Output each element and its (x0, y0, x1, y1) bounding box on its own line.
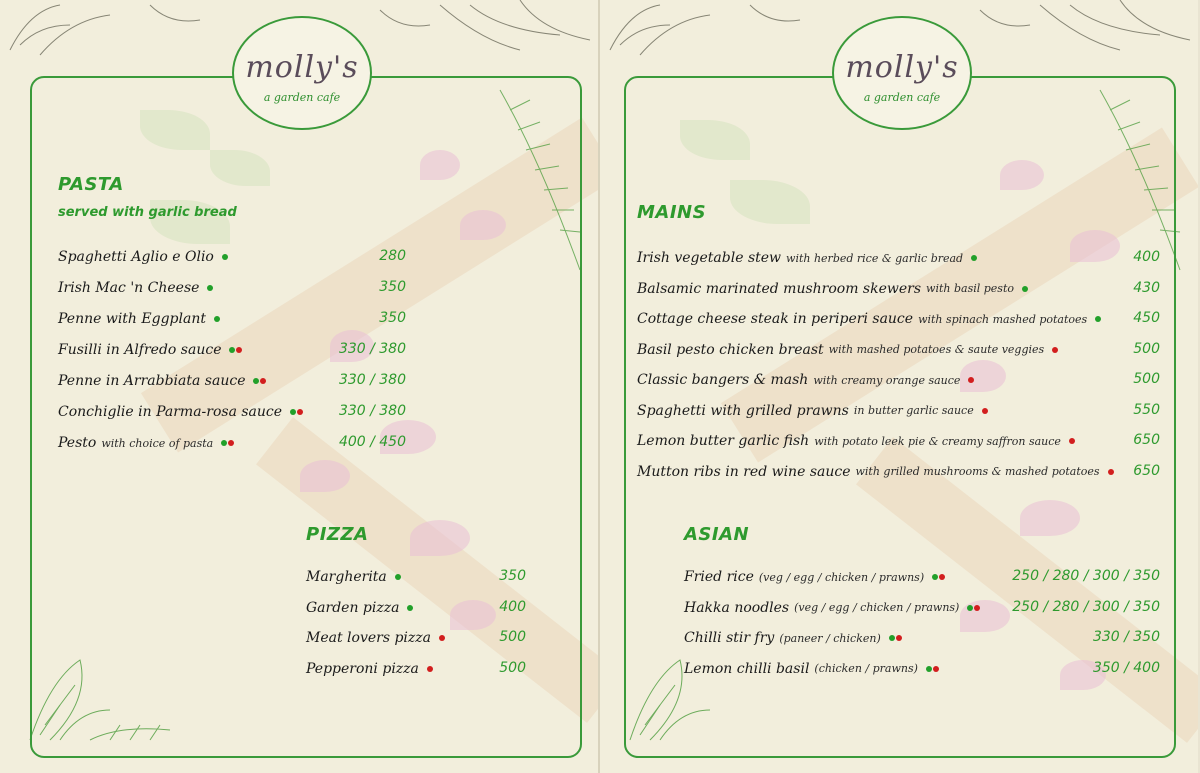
menu-item (684, 658, 939, 680)
diet-markers (926, 666, 939, 672)
menu-item (637, 339, 1058, 361)
nonveg-marker-icon (1069, 438, 1075, 444)
menu-item-price: 500 (1133, 340, 1160, 357)
menu-item-name: Margherita (306, 569, 387, 585)
menu-item-name: Fusilli in Alfredo sauce (58, 342, 222, 358)
cafe-logo (232, 16, 372, 130)
diet-markers (889, 635, 902, 641)
nonveg-marker-icon (974, 605, 980, 611)
veg-marker-icon (889, 635, 895, 641)
section-heading-asian: ASIAN (684, 524, 750, 545)
menu-item-name: Lemon chilli basil (684, 660, 810, 677)
menu-item-description: with spinach mashed potatoes (918, 312, 1088, 326)
nonveg-marker-icon (982, 408, 988, 414)
menu-item (637, 308, 1101, 330)
menu-item-price: 330 / 380 (338, 403, 406, 419)
section-heading-mains: MAINS (637, 202, 707, 223)
menu-item-price: 350 (379, 310, 406, 326)
veg-marker-icon (395, 574, 401, 580)
veg-marker-icon (971, 255, 977, 261)
veg-marker-icon (207, 285, 213, 291)
veg-marker-icon (926, 666, 932, 672)
menu-item-name: Mutton ribs in red wine sauce (637, 463, 851, 480)
menu-item (58, 432, 234, 454)
menu-item-name: Balsamic marinated mushroom skewers (637, 280, 922, 297)
menu-item-price: 500 (499, 659, 526, 676)
menu-item (637, 278, 1028, 300)
diet-markers (221, 440, 234, 446)
menu-item-price: 350 (499, 568, 526, 584)
section-heading-pasta: PASTA (58, 174, 124, 195)
nonveg-marker-icon (968, 377, 974, 383)
diet-markers (207, 285, 213, 291)
menu-item-price: 400 (499, 598, 526, 615)
menu-item-price: 400 / 450 (338, 434, 406, 450)
cafe-logo (832, 16, 972, 130)
menu-item-price: 250 / 280 / 300 / 350 (1012, 598, 1160, 615)
menu-item-description: with choice of pasta (101, 436, 214, 450)
menu-item-name: Spaghetti Aglio e Olio (58, 249, 214, 265)
menu-item-name: Meat lovers pizza (306, 630, 432, 646)
menu-item-price: 330 / 350 (1092, 629, 1160, 645)
diet-markers (1069, 438, 1075, 444)
veg-marker-icon (1095, 316, 1101, 322)
menu-item (637, 400, 988, 422)
veg-marker-icon (253, 378, 259, 384)
menu-item (306, 597, 413, 619)
diet-markers (222, 254, 228, 260)
menu-item (306, 658, 433, 680)
menu-item-description: with basil pesto (926, 282, 1014, 295)
veg-marker-icon (967, 605, 973, 611)
menu-item (58, 308, 220, 330)
veg-marker-icon (214, 316, 220, 322)
menu-item-description: with grilled mushrooms & mashed potatoes (855, 465, 1100, 478)
veg-marker-icon (932, 574, 938, 580)
menu-item-description: (veg / egg / chicken / prawns) (794, 601, 960, 614)
nonveg-marker-icon (1052, 347, 1058, 353)
menu-item (58, 401, 303, 423)
menu-item-name: Penne with Eggplant (58, 311, 206, 327)
menu-item-description: (chicken / prawns) (814, 662, 918, 675)
menu-item-price: 350 (379, 279, 406, 295)
veg-marker-icon (221, 440, 227, 446)
veg-marker-icon (1022, 286, 1028, 292)
menu-item-price: 500 (499, 629, 526, 645)
menu-item-name: Fried rice (684, 569, 754, 585)
menu-page-left (0, 0, 598, 773)
menu-item-name: Spaghetti with grilled prawns (637, 402, 849, 419)
menu-item-name: Hakka noodles (684, 599, 790, 616)
nonveg-marker-icon (236, 347, 242, 353)
menu-item (58, 370, 266, 392)
diet-markers (967, 605, 980, 611)
menu-item-name: Conchiglie in Parma-rosa sauce (58, 404, 283, 420)
menu-item-name: Lemon butter garlic fish (637, 433, 810, 449)
diet-markers (968, 377, 974, 383)
diet-markers (971, 255, 977, 261)
menu-item-price: 280 (379, 248, 406, 264)
menu-item-name: Basil pesto chicken breast (637, 341, 824, 358)
menu-item-description: (paneer / chicken) (779, 631, 881, 645)
menu-item-name: Chilli stir fry (684, 630, 775, 646)
diet-markers (439, 635, 445, 641)
menu-item (58, 339, 242, 361)
nonveg-marker-icon (933, 666, 939, 672)
diet-markers (214, 316, 220, 322)
menu-item (306, 627, 445, 649)
diet-markers (1022, 286, 1028, 292)
menu-item-price: 330 / 380 (338, 372, 406, 388)
menu-item-description: in butter garlic sauce (853, 404, 974, 417)
diet-markers (1108, 469, 1114, 475)
menu-item-name: Pesto (58, 435, 97, 451)
menu-page-right (600, 0, 1198, 773)
diet-markers (253, 378, 266, 384)
menu-item (684, 627, 902, 649)
diet-markers (1095, 316, 1101, 322)
menu-item-name: Cottage cheese steak in periperi sauce (637, 311, 914, 327)
menu-item-description: with mashed potatoes & saute veggies (828, 343, 1045, 356)
menu-item (58, 277, 213, 299)
menu-item-price: 430 (1133, 279, 1160, 296)
nonveg-marker-icon (1108, 469, 1114, 475)
diet-markers (932, 574, 945, 580)
menu-item (637, 430, 1075, 452)
nonveg-marker-icon (427, 666, 433, 672)
menu-item-description: with creamy orange sauce (813, 373, 961, 387)
menu-item-price: 650 (1133, 432, 1160, 448)
logo-title: molly's (245, 50, 359, 85)
diet-markers (229, 347, 242, 353)
menu-item-price: 500 (1133, 371, 1160, 387)
nonveg-marker-icon (439, 635, 445, 641)
diet-markers (427, 666, 433, 672)
section-subheading-pasta: served with garlic bread (58, 205, 237, 220)
nonveg-marker-icon (939, 574, 945, 580)
menu-item-price: 400 (1133, 249, 1160, 265)
menu-item-description: with herbed rice & garlic bread (786, 251, 964, 265)
diet-markers (395, 574, 401, 580)
veg-marker-icon (407, 605, 413, 611)
nonveg-marker-icon (896, 635, 902, 641)
menu-item (306, 566, 401, 588)
menu-item (58, 246, 228, 268)
menu-item (637, 369, 974, 391)
menu-item-price: 450 (1133, 310, 1160, 326)
diet-markers (290, 409, 303, 415)
nonveg-marker-icon (297, 409, 303, 415)
menu-item-name: Garden pizza (306, 599, 400, 616)
logo-subtitle: a garden cafe (263, 91, 341, 104)
logo-title: molly's (845, 50, 959, 85)
logo-subtitle: a garden cafe (863, 91, 941, 104)
menu-item-name: Penne in Arrabbiata sauce (58, 373, 246, 389)
menu-item-name: Irish Mac 'n Cheese (58, 280, 200, 296)
menu-item-name: Irish vegetable stew (637, 250, 782, 266)
menu-item-price: 550 (1133, 401, 1160, 418)
diet-markers (1052, 347, 1058, 353)
nonveg-marker-icon (228, 440, 234, 446)
veg-marker-icon (222, 254, 228, 260)
menu-item-description: with potato leek pie & creamy saffron sauce (814, 434, 1061, 448)
veg-marker-icon (229, 347, 235, 353)
menu-item (684, 597, 980, 619)
diet-markers (982, 408, 988, 414)
menu-item-price: 250 / 280 / 300 / 350 (1012, 568, 1160, 584)
menu-item (637, 461, 1114, 483)
veg-marker-icon (290, 409, 296, 415)
menu-item-name: Classic bangers & mash (637, 372, 809, 388)
menu-item-price: 330 / 380 (338, 341, 406, 357)
menu-item (684, 566, 945, 588)
menu-item (637, 247, 977, 269)
section-heading-pizza: PIZZA (306, 524, 369, 545)
nonveg-marker-icon (260, 378, 266, 384)
menu-item-price: 350 / 400 (1092, 659, 1160, 676)
menu-item-description: (veg / egg / chicken / prawns) (758, 570, 925, 584)
diet-markers (407, 605, 413, 611)
menu-item-name: Pepperoni pizza (306, 660, 419, 677)
menu-item-price: 650 (1133, 462, 1160, 479)
